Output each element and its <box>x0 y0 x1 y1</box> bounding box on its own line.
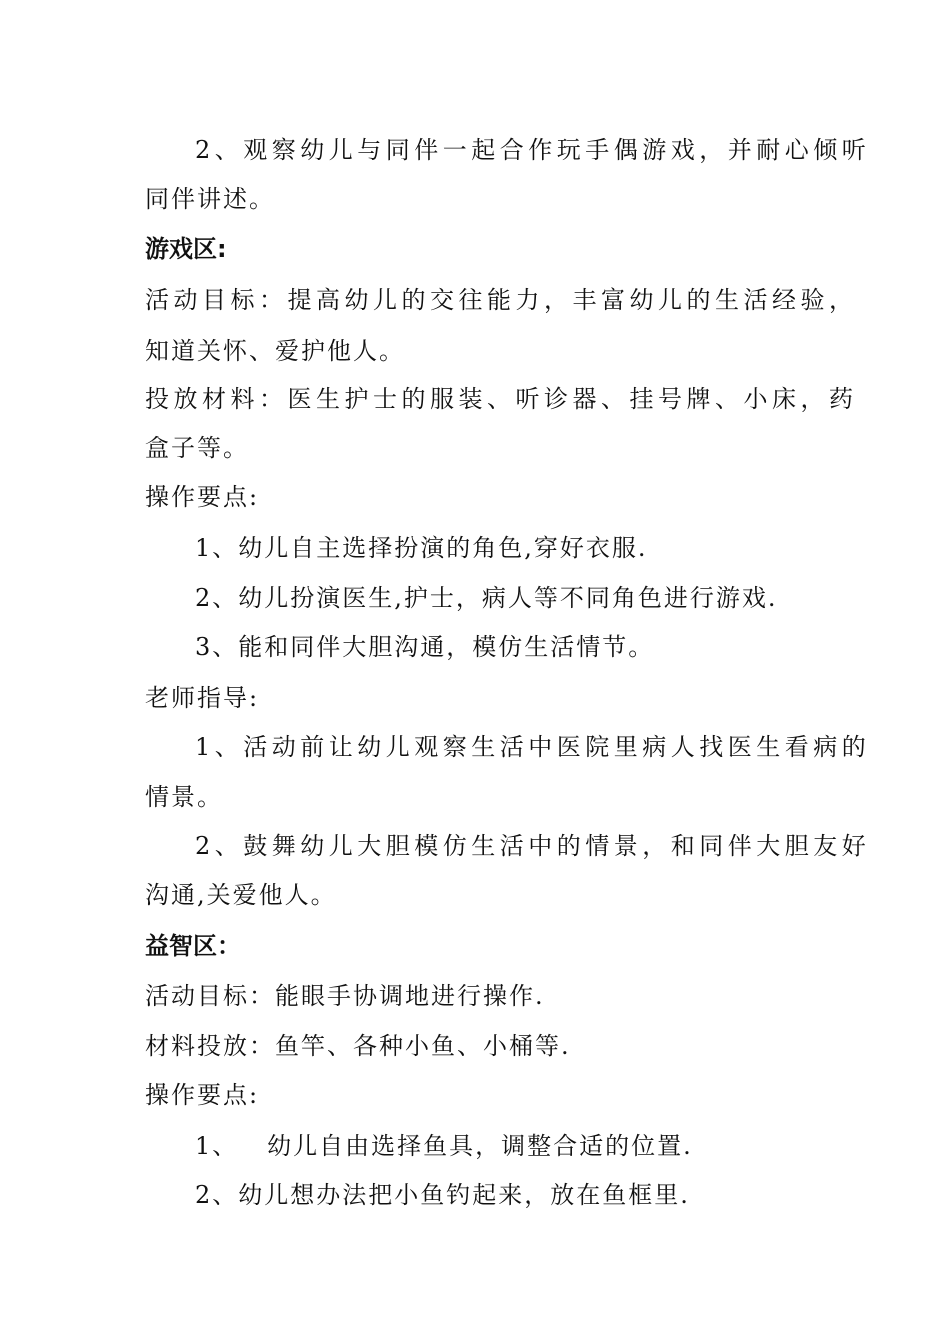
text-line: 同伴讲述。 <box>145 185 275 213</box>
text-line: 沟通,关爱他人。 <box>145 881 337 909</box>
section-heading-game-area: 游戏区: <box>145 235 227 263</box>
list-item: 1、活动前让幼儿观察生活中医院里病人找医生看病的 <box>195 733 871 761</box>
text-line: 活动目标：提高幼儿的交往能力，丰富幼儿的生活经验， <box>145 286 858 314</box>
list-item: 2、鼓舞幼儿大胆模仿生活中的情景，和同伴大胆友好 <box>195 832 871 860</box>
text-line: 材料投放：鱼竿、各种小鱼、小桶等. <box>145 1032 571 1060</box>
text-line: 投放材料：医生护士的服装、听诊器、挂号牌、小床，药 <box>145 385 858 413</box>
text-line: 活动目标：能眼手协调地进行操作. <box>145 982 545 1010</box>
text-line: 情景。 <box>145 783 223 811</box>
text-line: 2、观察幼儿与同伴一起合作玩手偶游戏，并耐心倾听 <box>195 136 871 164</box>
subheading-operation-points: 操作要点: <box>145 483 260 511</box>
subheading-teacher-guidance: 老师指导: <box>145 684 260 712</box>
list-item: 2、幼儿扮演医生,护士，病人等不同角色进行游戏. <box>195 584 778 612</box>
subheading-operation-points: 操作要点: <box>145 1081 260 1109</box>
text-line: 知道关怀、爱护他人。 <box>145 337 405 365</box>
list-item: 2、幼儿想办法把小鱼钓起来，放在鱼框里. <box>195 1181 690 1209</box>
list-item: 1、幼儿自主选择扮演的角色,穿好衣服. <box>195 534 648 562</box>
section-heading-puzzle-area: 益智区： <box>145 932 241 960</box>
list-item: 1、 幼儿自由选择鱼具，调整合适的位置. <box>195 1132 693 1160</box>
list-item: 3、能和同伴大胆沟通，模仿生活情节。 <box>195 633 655 661</box>
text-line: 盒子等。 <box>145 434 249 462</box>
